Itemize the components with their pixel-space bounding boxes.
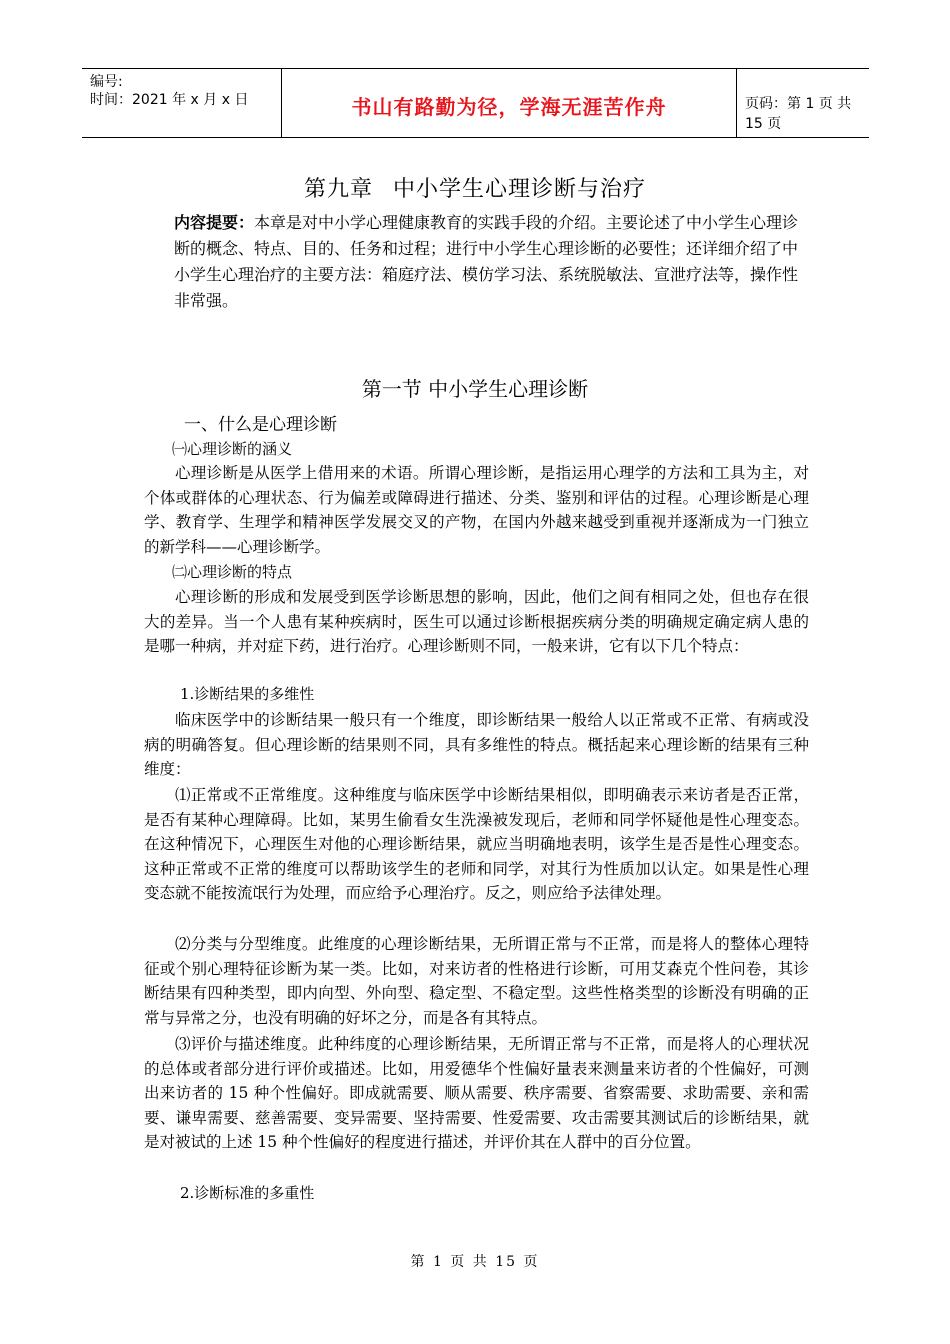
paragraph-4-text: ⑴正常或不正常维度。这种维度与临床医学中诊断结果相似，即明确表示来访者是否正常，是否有某种心理障碍。比如，某男生偷看女生洗澡被发现后，老师和同学怀疑他是性心理变态。在这种情况下，心理医生对他的心理诊断结果，就应当明确地表明，该学生是否是性心理变态。这种正常或不正常的维度可以帮助该学生的老师和同学，对其行为性质加以认定。如果是性心理变态就不能按流氓行为处理，而应给予心理治疗。反之，则应给予法律处理。 [144, 786, 809, 902]
paragraph-3-text: 临床医学中的诊断结果一般只有一个维度，即诊断结果一般给人以正常或不正常、有病或没病的明确答复。但心理诊断的结果则不同，具有多维性的特点。概括起来心理诊断的结果有三种维度： [144, 711, 809, 778]
subheading-2: ㈡心理诊断的特点 [172, 563, 293, 581]
code-label: 编号: [90, 74, 123, 90]
section-title: 第一节 中小学生心理诊断 [361, 377, 589, 401]
time-label: 时间：2021 年 x 月 x 日 [90, 92, 249, 108]
abstract [174, 210, 806, 314]
paragraph-6-text: ⑶评价与描述维度。此种纬度的心理诊断结果，无所谓正常与不正常，而是将人的心理状况的总体或者部分进行评价或描述。比如，用爱德华个性偏好量表来测量来访者的个性偏好，可测出来访者的 15 种个性偏好。即成就需要、顺从需要、秩序需要、省察需要、求助需要、亲和需要、谦卑需要、慈善需要、变异需要、坚持需要、性爱需要、攻击需要其测试后的诊断结果，就是对被试的上述 15 种个性偏好的程度进行描述，并评价其在人群中的百分位置。 [144, 1035, 809, 1151]
paragraph-1-text: 心理诊断是从医学上借用来的术语。所谓心理诊断，是指运用心理学的方法和工具为主，对个体或群体的心理状态、行为偏差或障碍进行描述、分类、鉴别和评估的过程。心理诊断是心理学、教育学、生理学和精神医学发展交叉的产物，在国内外越来越受到重视并逐渐成为一门独立的新学科——心理诊断学。 [144, 464, 809, 556]
paragraph-4 [144, 783, 809, 906]
paragraph-2 [144, 585, 809, 659]
subheading-4: 2.诊断标准的多重性 [180, 1184, 315, 1202]
paragraph-5-text: ⑵分类与分型维度。此维度的心理诊断结果，无所谓正常与不正常，而是将人的整体心理特征或个别心理特征诊断为某一类。比如，对来访者的性格进行诊断，可用艾森克个性问卷，其诊断结果有四种类型，即内向型、外向型、稳定型、不稳定型。这些性格类型的诊断没有明确的正常与异常之分，也没有明确的好坏之分，而是各有其特点。 [144, 935, 809, 1027]
heading-1: 一、什么是心理诊断 [184, 415, 337, 435]
motto: 书山有路勤为径，学海无涯苦作舟 [351, 95, 667, 119]
header-table [82, 68, 869, 138]
subheading-3: 1.诊断结果的多维性 [180, 685, 315, 703]
chapter-title [0, 172, 950, 203]
header-meta-cell [82, 69, 282, 137]
chapter-number: 第九章 [303, 177, 373, 202]
subheading-1: ㈠心理诊断的涵义 [172, 440, 293, 458]
abstract-text: 本章是对中小学心理健康教育的实践手段的介绍。主要论述了中小学生心理诊断的概念、特点、目的、任务和过程；进行中小学生心理诊断的必要性；还详细介绍了中小学生心理治疗的主要方法：箱庭疗法、模仿学习法、系统脱敏法、宣泄疗法等，操作性非常强。 [174, 213, 799, 310]
header-motto-cell [282, 69, 737, 137]
page-info: 页码：第 1 页 共 15 页 [745, 96, 852, 132]
header-page-cell [737, 69, 869, 137]
page-footer: 第 1 页 共 15 页 [410, 1254, 540, 1270]
chapter-name: 中小学生心理诊断与治疗 [393, 177, 647, 202]
paragraph-3 [144, 708, 809, 782]
paragraph-5 [144, 932, 809, 1030]
abstract-label: 内容提要： [174, 213, 255, 232]
paragraph-2-text: 心理诊断的形成和发展受到医学诊断思想的影响，因此，他们之间有相同之处，但也存在很大的差异。当一个人患有某种疾病时，医生可以通过诊断根据疾病分类的明确规定确定病人患的是哪一种病，并对症下药，进行治疗。心理诊断则不同，一般来讲，它有以下几个特点： [144, 588, 809, 655]
paragraph-1 [144, 461, 809, 559]
paragraph-6 [144, 1032, 809, 1155]
